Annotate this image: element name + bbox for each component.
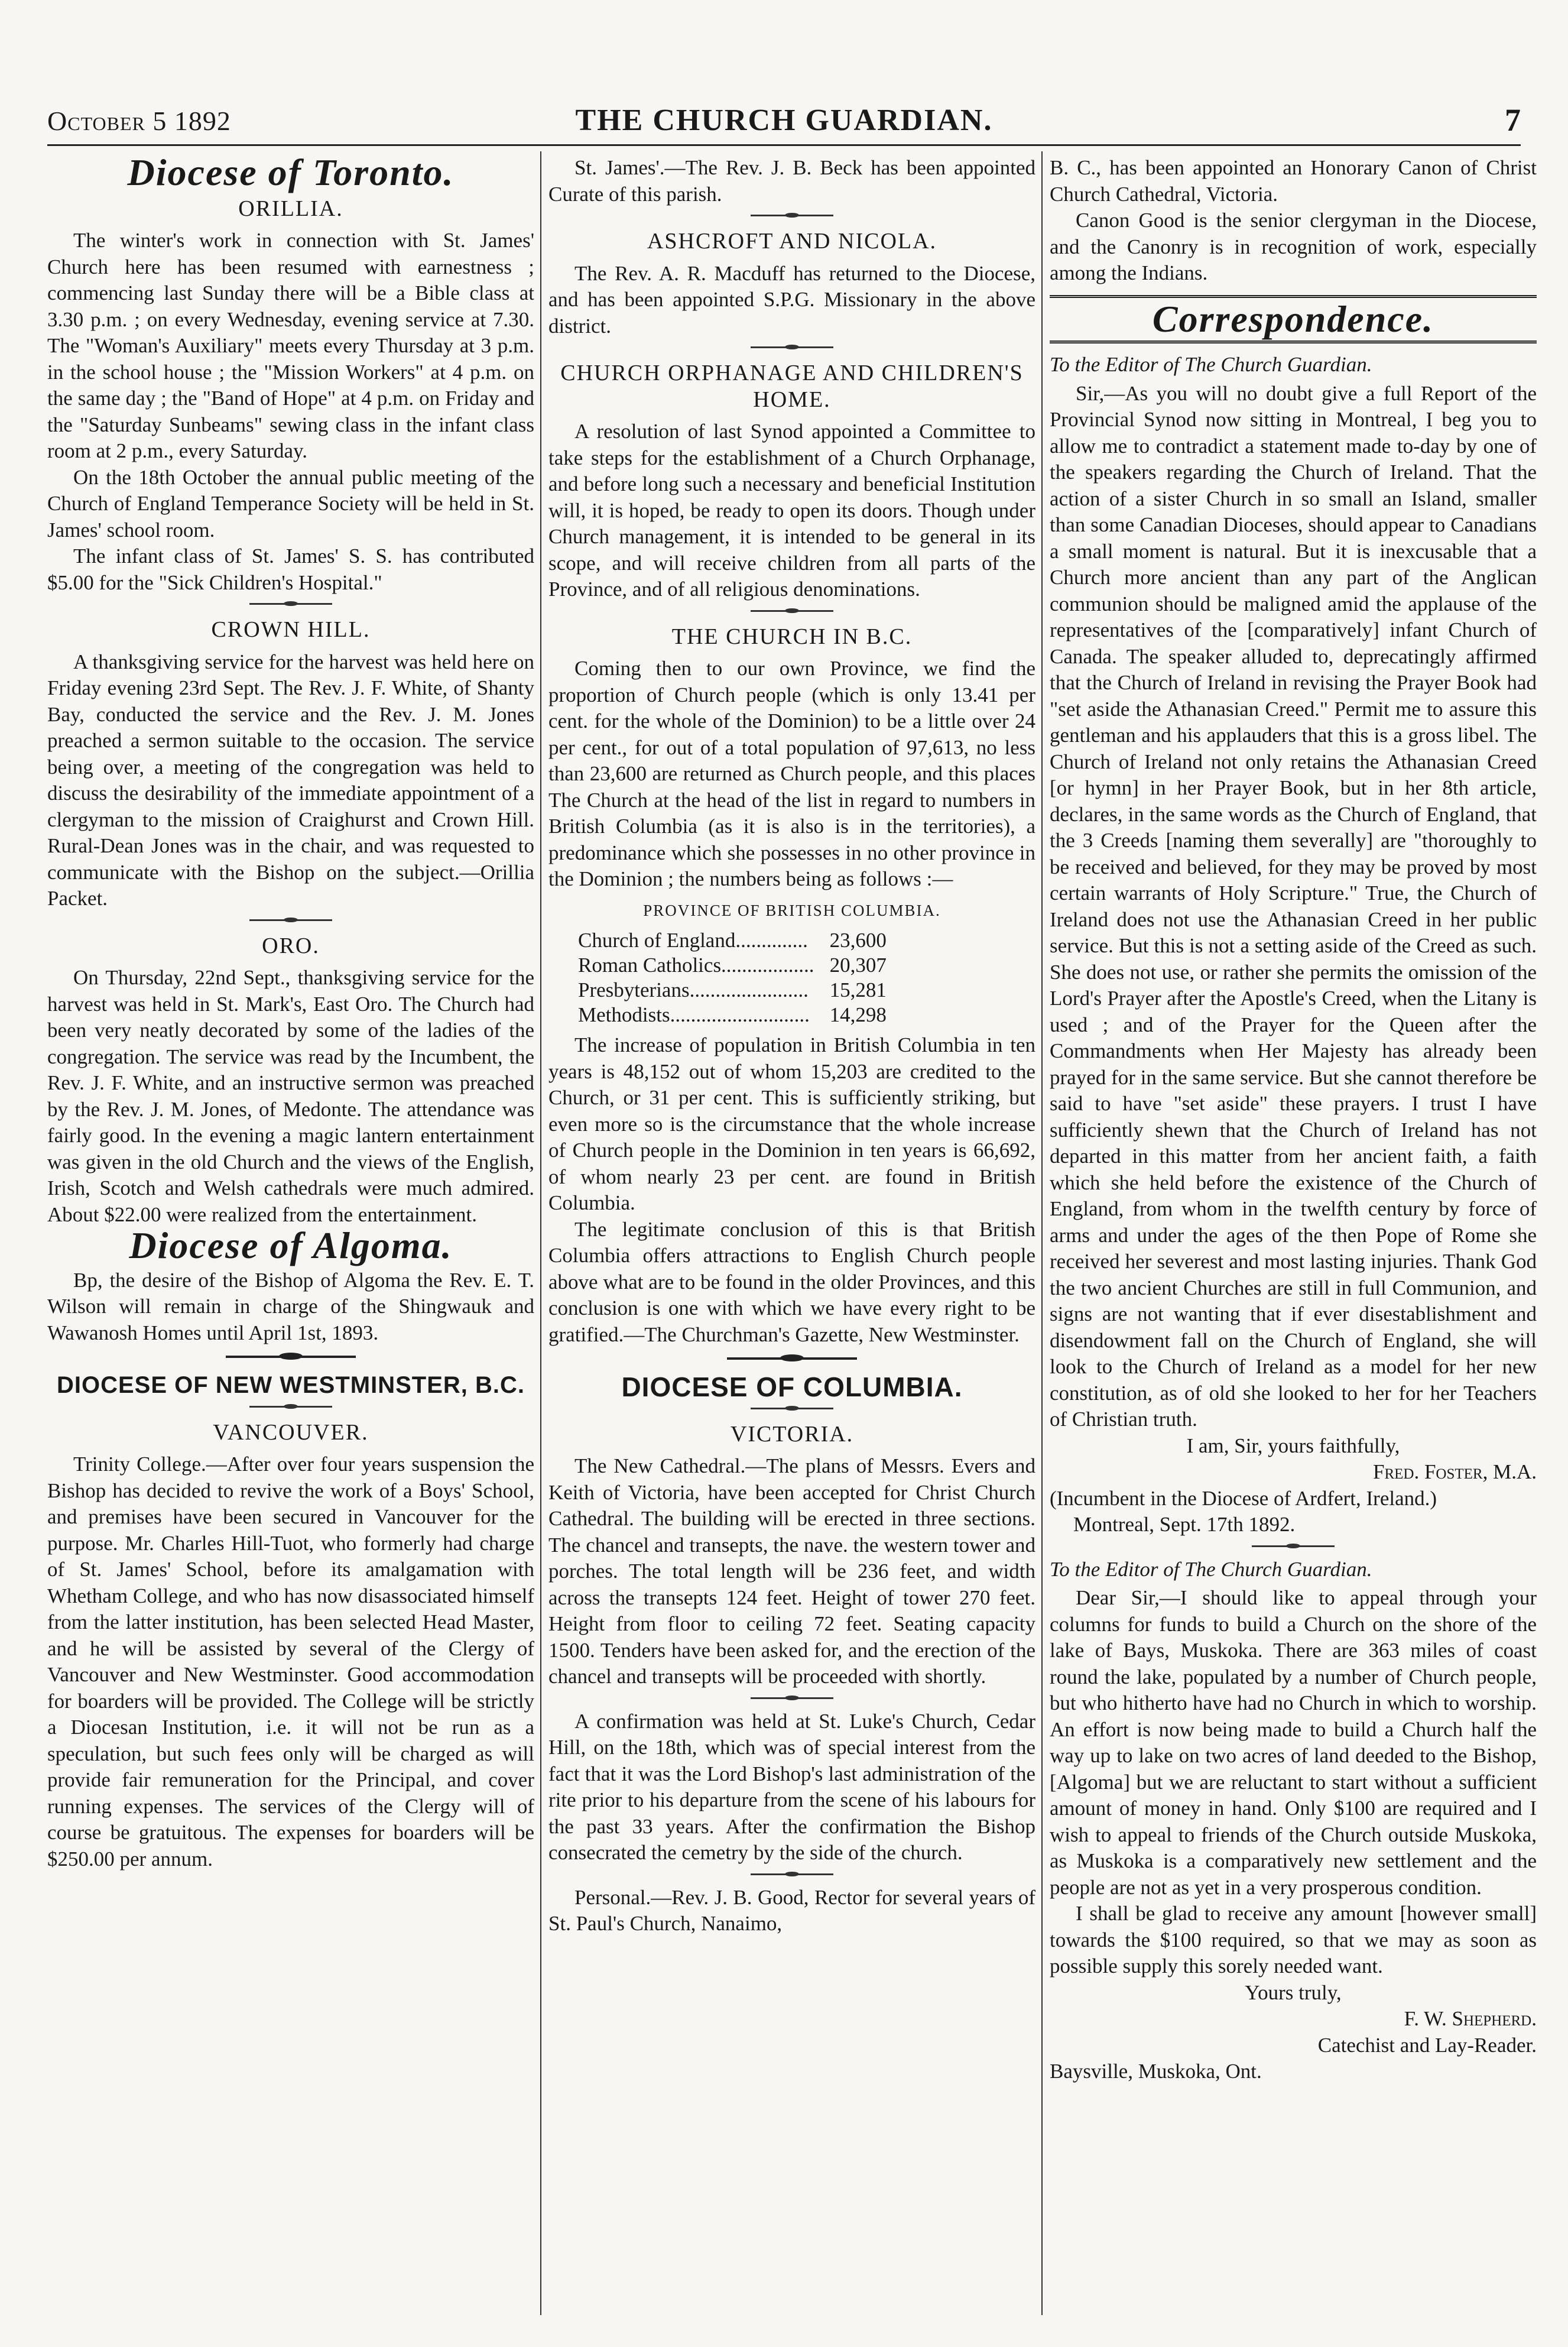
diocese-algoma-heading: Diocese of Algoma. [129, 1224, 453, 1266]
canon-good-paragraph-1: B. C., has been appointed an Honorary Canon of Christ Church Cathedral, Victoria. [1050, 156, 1537, 206]
column-3 [1050, 155, 1537, 2085]
table-row [578, 978, 892, 1003]
separator [751, 1697, 833, 1701]
vancouver-paragraph: Trinity College.—After over four years suspension the Bishop has decided to revive the work of a Boys' School, and premises have been secured in Vancouver for the purpose. Mr. Charles Hill-Tuot, who formerly had charge of St. James' School, before its amalgamation with Whetham College, and who has now disassociated himself from the latter institution, has been selected Head Master, and he will be assisted by several of the Clergy of Vancouver and New Westminster. Good accommodation for boarders will be provided. The College will be strictly a Diocesan Institution, i.e. it will not be run as a speculation, but such fees only will be charged as will provide fair remuneration for the Principal, and cover running expenses. The services of the Clergy will of course be gratuitous. The expenses for boarders will be $250.00 per annum. [47, 1453, 534, 1871]
letter-2-place: Baysville, Muskoka, Ont. [1050, 2060, 1262, 2083]
population-table [578, 928, 892, 1027]
personal-paragraph: Personal.—Rev. J. B. Good, Rector for several years of St. Paul's Church, Nanaimo, [548, 1885, 1035, 1935]
separator [1252, 1545, 1335, 1549]
separator [751, 610, 833, 614]
separator [249, 919, 332, 923]
count-cell: 20,307 [829, 954, 887, 977]
church-in-bc-heading: THE CHURCH IN B.C. [671, 624, 913, 649]
letter-2-signature: F. W. Shepherd. [1404, 2007, 1537, 2030]
ashcroft-heading: ASHCROFT AND NICOLA. [647, 229, 937, 254]
page-header [47, 102, 1521, 141]
crown-hill-heading: CROWN HILL. [211, 617, 371, 642]
orphanage-paragraph: A resolution of last Synod appointed a Committee to take steps for the establishment of a Church Orphanage, and before long such a necessary and beneficial Institution will, it is hoped, be ready to open its doors. Though under Church management, it is intended to be general in its scope, and will receive children from all parts of the Province, and of all religious denominations. [548, 420, 1035, 601]
count-cell: 23,600 [829, 929, 887, 952]
orillia-paragraph-1: The winter's work in connection with St. James' Church here has been resumed with earnestness ; commencing last Sunday there will be a Bible class at 3.30 p.m. ; on every Wednesday, evening service at 7.30. The "Woman's Auxiliary" meets every Thursday at 3 p.m. in the school house ; the "Mission Workers" at 4 p.m. on the same day ; the "Band of Hope" at 4 p.m. on Friday and the "Saturday Sunbeams" sewing class in the infant class room at 2 p.m., every Saturday. [47, 229, 534, 462]
section-rule [1050, 341, 1537, 343]
letter-1-place-date: Montreal, Sept. 17th 1892. [1073, 1513, 1296, 1536]
header-rule [47, 144, 1521, 146]
letter-1-role: (Incumbent in the Diocese of Ardfert, Ireland.) [1050, 1486, 1437, 1510]
count-cell: 14,298 [829, 1003, 887, 1026]
column-1 [47, 151, 534, 1872]
section-rule [1050, 295, 1537, 298]
denomination-cell: Presbyterians....................... [578, 978, 809, 1001]
table-row [578, 953, 892, 978]
denomination-cell: Methodists........................... [578, 1003, 810, 1026]
table-row [578, 1003, 892, 1027]
letter-1-signature: Fred. Foster, M.A. [1372, 1460, 1537, 1483]
st-james-paragraph: St. James'.—The Rev. J. B. Beck has been appointed Curate of this parish. [548, 156, 1035, 206]
separator [751, 1408, 833, 1412]
column-divider-2 [1041, 151, 1043, 2315]
orillia-paragraph-3: The infant class of St. James' S. S. has contributed $5.00 for the "Sick Children's Hospital." [47, 544, 534, 594]
diocese-columbia-heading: DIOCESE OF COLUMBIA. [621, 1372, 963, 1402]
victoria-paragraph-1: The New Cathedral.—The plans of Messrs. Evers and Keith of Victoria, have been accepted for Christ Church Cathedral. The building will be erected in three sections. The chancel and transepts, the nave. the western tower and porches. The total length will be 236 feet, and width across the transepts 124 feet. Height of tower 270 feet. Height from floor to ceiling 72 feet. Seating capacity 1500. Tenders have been asked for, and the erection of the chancel and transepts will be proceeded with shortly. [548, 1454, 1035, 1688]
table-row [578, 928, 892, 953]
issue-date: October 5 1892 [47, 106, 231, 136]
orillia-heading: ORILLIA. [238, 196, 343, 221]
oro-heading: ORO. [262, 933, 320, 958]
newspaper-title: THE CHURCH GUARDIAN. [575, 103, 993, 137]
separator [751, 1873, 833, 1878]
letter-2-body-2: I shall be glad to receive any amount [however small] towards the $100 required, so that we may as soon as possible supply this sorely needed want. [1050, 1902, 1537, 1978]
ashcroft-paragraph: The Rev. A. R. Macduff has returned to the Diocese, and has been appointed S.P.G. Missionary in the above district. [548, 261, 1035, 338]
bc-paragraph-2: The increase of population in British Columbia in ten years is 48,152 out of whom 15,203 are credited to the Church, or 31 per cent. This is sufficiently striking, but even more so is the circumstance that the whole increase of Church people in the Dominion in ten years is 66,692, of whom nearly 23 per cent. are found in British Columbia. [548, 1033, 1035, 1214]
province-table-heading: PROVINCE OF BRITISH COLUMBIA. [643, 901, 941, 919]
column-divider-1 [540, 151, 541, 2315]
count-cell: 15,281 [829, 978, 887, 1001]
bc-paragraph-1: Coming then to our own Province, we find the proportion of Church people (which is only 13.41 per cent. for the whole of the Dominion) to be a little over 24 per cent., for out of a total population of 97,613, no less than 23,600 are returned as Church people, and this places The Church at the head of the list in regard to numbers in British Columbia (as it is also is in the territories), a predominance which she possesses in no other province in the Dominion ; the numbers being as follows :— [548, 657, 1035, 890]
correspondence-heading: Correspondence. [1152, 297, 1434, 340]
bc-paragraph-3: The legitimate conclusion of this is that British Columbia offers attractions to English Church people above what are to be found in the older Provinces, and this conclusion is one with which we have every right to be gratified.—The Churchman's Gazette, New Westminster. [548, 1217, 1035, 1346]
new-westminster-heading: DIOCESE OF NEW WESTMINSTER, B.C. [56, 1372, 525, 1398]
letter-2-addressee: To the Editor of The Church Guardian. [1050, 1557, 1372, 1581]
page-number: 7 [1505, 102, 1521, 138]
letter-2-closing: Yours truly, [1245, 1980, 1342, 2004]
orillia-paragraph-2: On the 18th October the annual public meeting of the Church of England Temperance Society will be held in St. James' school room. [47, 465, 534, 542]
letter-2-body: Dear Sir,—I should like to appeal through your columns for funds to build a Church on the shore of the lake of Bays, Muskoka. There are 363 miles of coast round the lake, populated by a number of Church people, but who hitherto have had no Church in which to worship. An effort is now being made to build a Church half the way up to lake on two acres of land deeded to the Bishop, [Algoma] but we are reluctant to start without a sufficient amount of money in hand. Only $100 are required and I wish to appeal to friends of the Church outside Muskoka, as Muskoka is a comparatively new settlement and the people are not as yet in a very prosperous condition. [1050, 1586, 1537, 1899]
orphanage-heading: CHURCH ORPHANAGE AND CHILDREN'S HOME. [560, 361, 1024, 412]
letter-1-addressee: To the Editor of The Church Guardian. [1050, 353, 1372, 376]
crown-hill-paragraph: A thanksgiving service for the harvest was held here on Friday evening 23rd Sept. The Rev. J. F. White, of Shanty Bay, conducted the service and the Rev. J. M. Jones preached a sermon suitable to the occasion. The service being over, a meeting of the congregation was held to discuss the desirability of the immediate appointment of a clergyman to the mission of Craighurst and Crown Hill. Rural-Dean Jones was in the chair, and was requested to communicate with the Bishop on the subject.—Orillia Packet. [47, 650, 534, 910]
oro-paragraph: On Thursday, 22nd Sept., thanksgiving service for the harvest was held in St. Mark's, East Oro. The Church had been very neatly decorated by some of the ladies of the congregation. The service was read by the Incumbent, the Rev. J. F. White, and an instructive sermon was preached by the Rev. J. M. Jones, of Medonte. The attendance was fairly good. In the evening a magic lantern entertainment was given in the old Church and the views of the English, Irish, Scotch and Welsh cathedrals were much admired. About $22.00 were realized from the entertainment. [47, 966, 534, 1226]
separator [249, 603, 332, 607]
letter-1-body: Sir,—As you will no doubt give a full Report of the Provincial Synod now sitting in Montreal, I beg you to allow me to contradict a statement made to-day by one of the speakers regarding the Church of Ireland. That the action of a sister Church in so small an Island, smaller than some Canadian Dioceses, should appear to Canadians a small moment is natural. But it is inexcusable that a Church more ancient than any part of the Anglican communion should be maligned amid the applause of the representatives of the [comparatively] infant Church of Canada. The speaker alluded to, deprecatingly affirmed that the Church of Ireland in revising the Prayer Book had "set aside the Athanasian Creed." Permit me to assure this gentleman and his applauders that this is a gross libel. The Church of Ireland not only retains the Athanasian Creed [or hymn] in her Prayer Book, but in her 8th article, declares, in the same words as the Church of England, that the 3 Creeds [naming them severally] are "thoroughly to be received and believed, for they may be proved by most certain warrants of Holy Scripture." True, the Church of Ireland does not use the Athanasian Creed in her public service. But this is not a setting aside of the Creed as such. She does not use, or rather she permits the omission of the Lord's Prayer after the Apostle's Creed, when the Litany is used ; and of the Prayer for the Queen after the Commandments when Her Majesty has already been prayed for in the same service. But she cannot therefore be said to have "set aside" these prayers. I trust I have sufficiently shewn that the Church of Ireland has not departed in this matter from her ancient faith, a faith which she held before the existence of the Church of England, from whom in the twelfth century by force of arms and under the ages of the then Pope of Rome she received her severest and most lasting injuries. Thank God the two ancient Churches are still in full Communion, and signs are not wanting that if ever disestablishment and disendowment fall on the Church of England, she will look to the Church of Ireland as a model for her new constitution, as of old she looked to her for her Teachers of Christian truth. [1050, 381, 1537, 1431]
denomination-cell: Roman Catholics.................. [578, 954, 814, 977]
separator [751, 215, 833, 219]
diocese-toronto-heading: Diocese of Toronto. [127, 151, 455, 193]
ornament-separator [727, 1357, 857, 1363]
letter-1-closing: I am, Sir, yours faithfully, [1186, 1434, 1400, 1457]
algoma-paragraph: Bp, the desire of the Bishop of Algoma the Rev. E. T. Wilson will remain in charge of the Shingwauk and Wawanosh Homes until April 1st, 1893. [47, 1268, 534, 1344]
victoria-heading: VICTORIA. [730, 1421, 854, 1447]
ornament-separator [226, 1356, 356, 1361]
vancouver-heading: VANCOUVER. [213, 1419, 369, 1445]
letter-2-role: Catechist and Lay-Reader. [1317, 2033, 1537, 2057]
victoria-paragraph-2: A confirmation was held at St. Luke's Church, Cedar Hill, on the 18th, which was of special interest from the fact that it was the Lord Bishop's last administration of the rite prior to his departure from the scene of his labours for the past 33 years. After the confirmation the Bishop consecrated the cemetry by the side of the church. [548, 1709, 1035, 1864]
column-2 [548, 155, 1035, 1937]
denomination-cell: Church of England.............. [578, 929, 808, 952]
separator [751, 346, 833, 351]
canon-good-paragraph-2: Canon Good is the senior clergyman in the Diocese, and the Canonry is in recognition of work, especially among the Indians. [1050, 209, 1537, 284]
separator [249, 1406, 332, 1410]
